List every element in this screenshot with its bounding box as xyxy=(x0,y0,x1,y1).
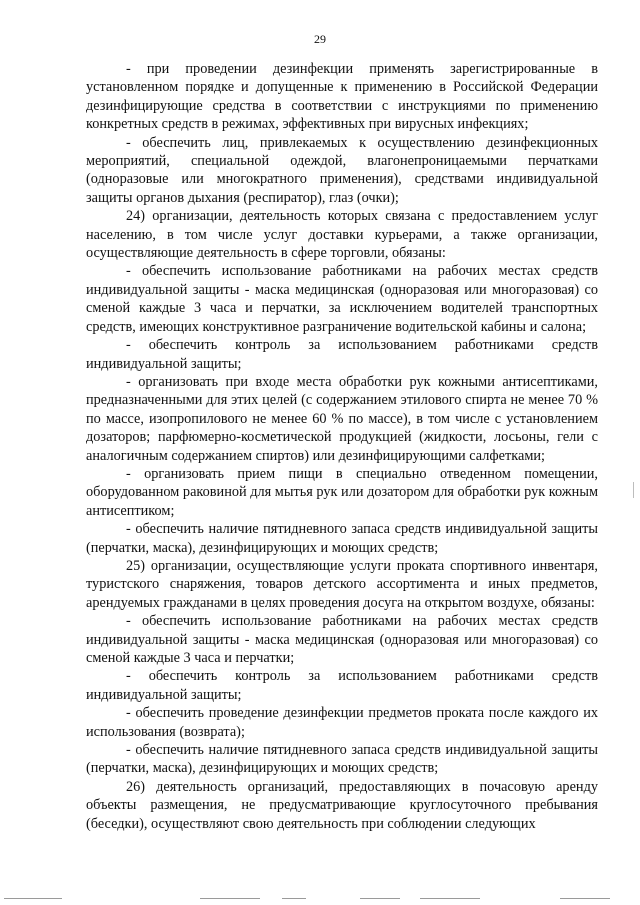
paragraph: - обеспечить контроль за использованием работниками средств индивидуальной защиты; xyxy=(86,668,598,703)
paragraph: - обеспечить контроль за использованием работниками средств индивидуальной защиты; xyxy=(86,337,598,372)
document-body xyxy=(86,60,598,833)
paragraph: - при проведении дезинфекции применять зарегистрированные в установленном порядке и допущенные к применению в Российской Федерации дезинфицирующие средства в соответствии с инструкциями по применению конкретных средств в режимах, эффективных при вирусных инфекциях; xyxy=(86,61,598,133)
scan-artifact-line xyxy=(560,898,610,899)
scan-artifact-line xyxy=(282,898,306,899)
paragraph: - организовать при входе места обработки рук кожными антисептиками, предназначенными для этих целей (с содержанием этилового спирта не менее 70 % по массе, изопропилового не менее 60 % по массе), в том числе с установлением дозаторов; парфюмерно-косметической продукцией (жидкости, лосьоны, гели с аналогичным содержанием спиртов) или дезинфицирующими салфетками; xyxy=(86,373,598,464)
paragraph: 26) деятельность организаций, предоставляющих в почасовую аренду объекты размещения, не предусматривающие круглосуточного пребывания (беседки), осуществляют свою деятельность при соблюдении следующих xyxy=(86,778,598,832)
scan-artifact-line xyxy=(4,898,62,899)
paragraph: 25) организации, осуществляющие услуги проката спортивного инвентаря, туристского снаряжения, товаров детского ассортимента и иных предметов, арендуемых гражданами в целях проведения досуга на открытом воздухе, обязаны: xyxy=(86,557,598,611)
scan-artifact-mark xyxy=(633,482,634,498)
scan-artifact-line xyxy=(420,898,480,899)
paragraph: - обеспечить использование работниками на рабочих местах средств индивидуальной защиты - маска медицинская (одноразовая или многоразовая) со сменой каждые 3 часа и перчатки, за исключением водителей транспортных средств, имеющих конструктивное разграничение водительской кабины и салона; xyxy=(86,263,598,335)
paragraph: - обеспечить проведение дезинфекции предметов проката после каждого их использования (возврата); xyxy=(86,705,598,740)
paragraph: - обеспечить лиц, привлекаемых к осуществлению дезинфекционных мероприятий, специальной одеждой, влагонепроницаемыми перчатками (одноразовые или многократного применения), средствами индивидуальной защиты органов дыхания (респиратор), глаз (очки); xyxy=(86,134,598,206)
scan-artifact-line xyxy=(200,898,260,899)
paragraph: - обеспечить наличие пятидневного запаса средств индивидуальной защиты (перчатки, маска), дезинфицирующих и моющих средств; xyxy=(86,742,598,777)
paragraph: 24) организации, деятельность которых связана с предоставлением услуг населению, в том числе услуг доставки курьерами, а также организации, осуществляющие деятельность в сфере торговли, обязаны: xyxy=(86,208,598,262)
paragraph: - обеспечить использование работниками на рабочих местах средств индивидуальной защиты - маска медицинская (одноразовая или многоразовая) со сменой каждые 3 часа и перчатки; xyxy=(86,613,598,666)
page-number: 29 xyxy=(314,32,326,46)
paragraph: - организовать прием пищи в специально отведенном помещении, оборудованном раковиной для мытья рук или дозатором для обработки рук кожным антисептиком; xyxy=(86,465,598,519)
scan-artifact-line xyxy=(360,898,400,899)
paragraph: - обеспечить наличие пятидневного запаса средств индивидуальной защиты (перчатки, маска), дезинфицирующих и моющих средств; xyxy=(86,521,598,556)
